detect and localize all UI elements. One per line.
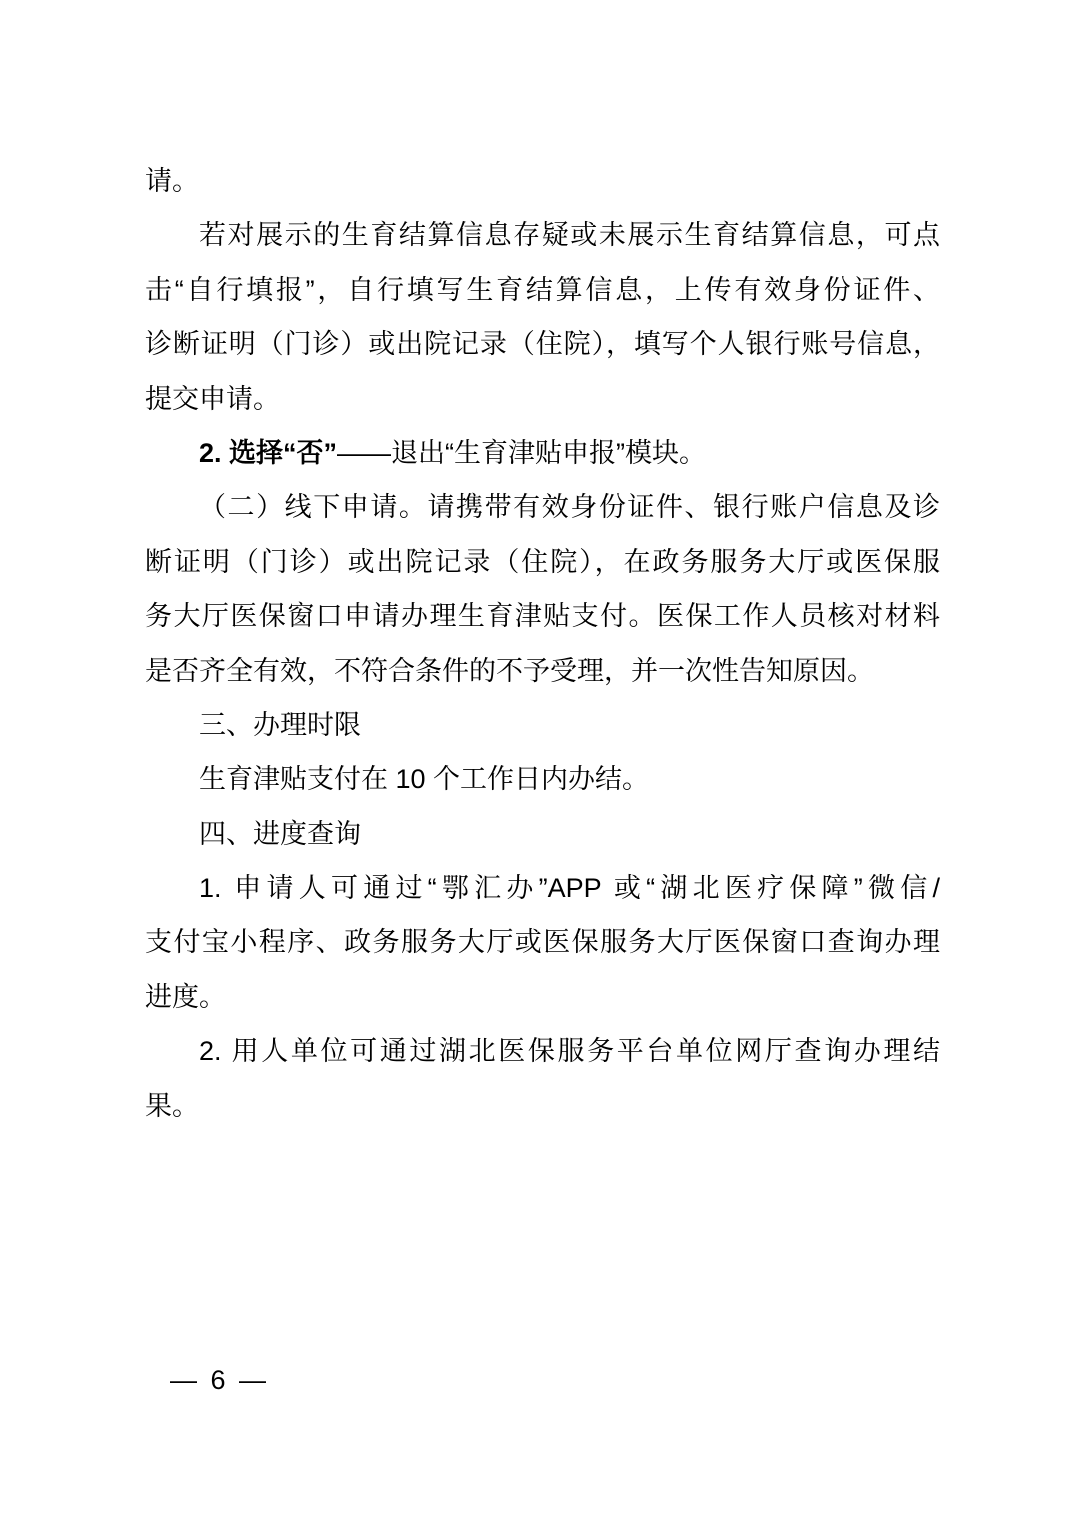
text-block bbox=[145, 154, 940, 1133]
text-line bbox=[145, 263, 940, 317]
text-segment: 提交申请。 bbox=[145, 383, 280, 414]
text-line bbox=[145, 752, 940, 806]
text-line bbox=[145, 535, 940, 589]
text-segment: 三、办理时限 bbox=[199, 709, 361, 740]
text-line bbox=[145, 154, 940, 208]
text-line bbox=[145, 644, 940, 698]
text-segment: ——退出“生育津贴申报”模块。 bbox=[337, 437, 707, 468]
text-line bbox=[145, 915, 940, 969]
text-segment: 进度。 bbox=[145, 981, 226, 1012]
text-segment: 1. 申请人可通过“鄂汇办”APP 或“湖北医疗保障”微信/ bbox=[199, 873, 940, 904]
text-line bbox=[145, 426, 940, 480]
text-line bbox=[145, 1024, 940, 1078]
page-number: — 6 — bbox=[170, 1365, 270, 1395]
text-line bbox=[145, 372, 940, 426]
text-line bbox=[145, 861, 940, 915]
text-line bbox=[145, 970, 940, 1024]
text-segment: 四、进度查询 bbox=[199, 818, 361, 849]
text-line bbox=[145, 589, 940, 643]
text-segment: 是否齐全有效，不符合条件的不予受理，并一次性告知原因。 bbox=[145, 655, 874, 686]
text-line bbox=[145, 807, 940, 861]
text-line bbox=[145, 480, 940, 534]
text-line bbox=[145, 1079, 940, 1133]
text-segment: 生育津贴支付在 10 个工作日内办结。 bbox=[199, 764, 650, 795]
text-segment: 诊断证明（门诊）或出院记录（住院），填写个人银行账号信息， bbox=[145, 329, 940, 360]
text-line bbox=[145, 698, 940, 752]
text-segment: 请。 bbox=[145, 166, 199, 196]
text-segment: （二）线下申请。请携带有效身份证件、银行账户信息及诊 bbox=[199, 492, 940, 523]
text-segment-bold: 2. 选择“否” bbox=[199, 437, 338, 468]
text-segment: 断证明（门诊）或出院记录（住院），在政务服务大厅或医保服 bbox=[145, 546, 940, 577]
text-line bbox=[145, 317, 940, 371]
text-segment: 2. 用人单位可通过湖北医保服务平台单位网厅查询办理结 bbox=[199, 1036, 940, 1067]
text-segment: 务大厅医保窗口申请办理生育津贴支付。医保工作人员核对材料 bbox=[145, 601, 940, 632]
text-line bbox=[145, 208, 940, 262]
text-segment: 支付宝小程序、政务服务大厅或医保服务大厅医保窗口查询办理 bbox=[145, 927, 940, 958]
text-segment: 击“自行填报”，自行填写生育结算信息，上传有效身份证件、 bbox=[145, 274, 940, 305]
text-segment: 若对展示的生育结算信息存疑或未展示生育结算信息，可点 bbox=[199, 220, 940, 251]
text-segment: 果。 bbox=[145, 1090, 199, 1121]
